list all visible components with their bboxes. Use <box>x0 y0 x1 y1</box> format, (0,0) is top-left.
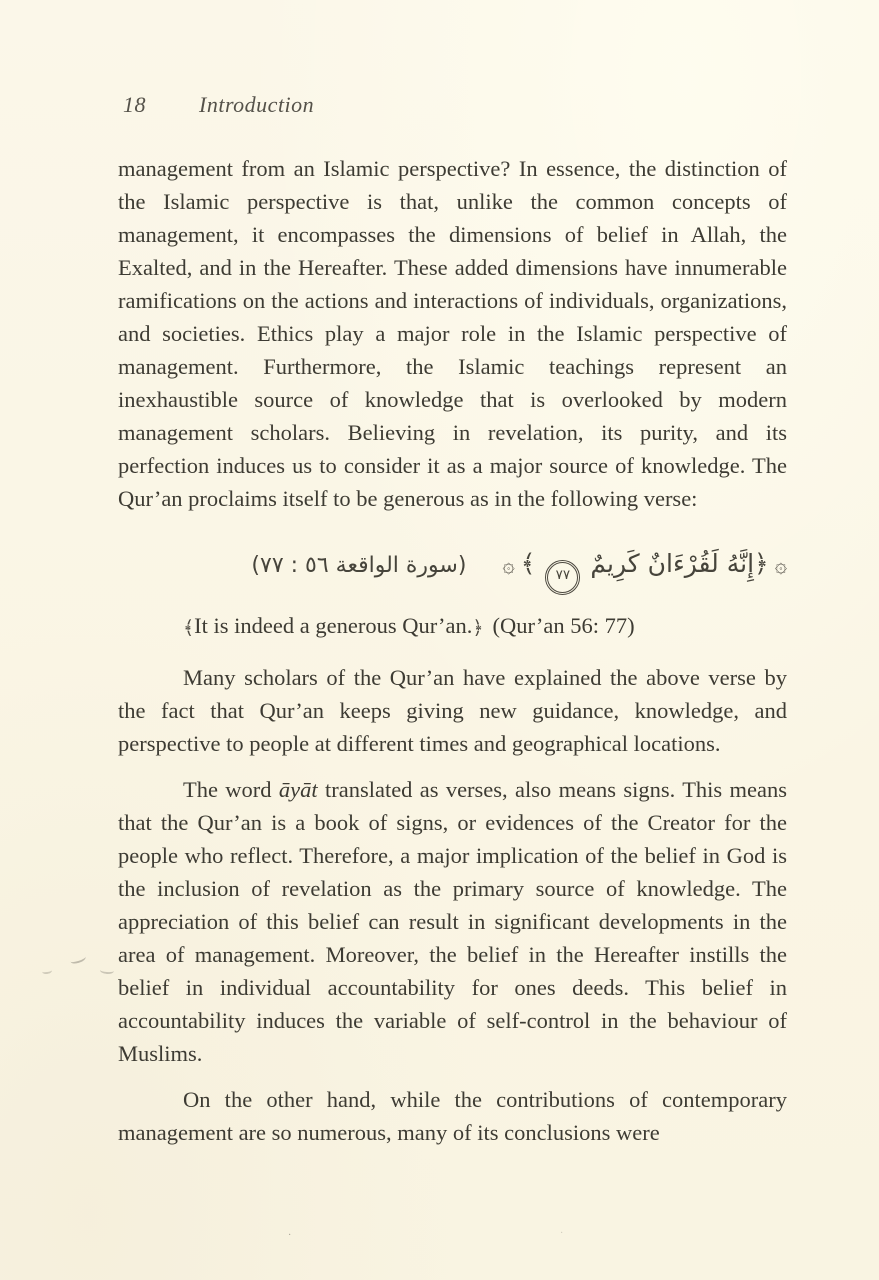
paragraph-many-scholars: Many scholars of the Qur’an have explained the above verse by the fact that Qur’an keeps giving new guidance, knowledge, and perspective to people at different times and geographical locations. <box>118 665 787 756</box>
paragraph-on-the-other-hand: On the other hand, while the contributions of contemporary management are so numerous, many of its conclusions were <box>118 1087 787 1145</box>
scan-speck-artifact: · <box>560 1228 564 1239</box>
page-number: 18 <box>123 92 146 117</box>
arabic-verse-words: إِنَّهُ لَقُرْءَانٌ كَرِيمٌ <box>590 549 755 578</box>
pencil-mark-artifact <box>69 953 87 966</box>
ornate-close-bracket: ﴾ <box>520 549 536 578</box>
surah-reference-arabic: (سورة الواقعة ٥٦ : ٧٧) <box>251 553 467 578</box>
scan-speck-artifact: · <box>288 1230 292 1241</box>
running-header <box>123 92 314 118</box>
paragraph-segment: translated as verses, also means signs. This means that the Qur’an is a book of signs, or evidences of the Creator for the people who reflect. Therefore, a major implication of the belief in God is the inclusion of revelation as the primary source of knowledge. The appreciation of this belief can result in significant developments in the area of management. Moreover, the belief in the Hereafter instills the belief in individual accountability for ones deeds. This belief in accountability induces the variable of self-control in the behaviour of Muslims. <box>118 777 787 1066</box>
verse-translation-text: It is indeed a generous Qur’an. <box>194 613 473 638</box>
verse-translation-line <box>118 609 787 645</box>
verse-citation: (Qur’an 56: 77) <box>492 613 635 638</box>
paragraph-management-perspective: management from an Islamic perspective? In essence, the distinction of the Islamic perspective is that, unlike the common concepts of management, it encompasses the dimensions of belief in Allah, the Exalted, and in the Hereafter. These added dimensions have innumerable ramifications on the actions and interactions of individuals, organizations, and societies. Ethics play a major role in the Islamic perspective of management. Furthermore, the Islamic teachings represent an inexhaustible source of knowledge that is overlooked by modern management scholars. Believing in revelation, its purity, and its perfection induces us to consider it as a major source of knowledge. The Qur’an proclaims itself to be generous as in the following verse: <box>118 156 787 511</box>
body-text-block <box>118 152 787 1149</box>
ayah-number-badge: ٧٧ <box>545 560 580 595</box>
arabic-verse-text <box>590 549 768 578</box>
ornate-open-quote-icon: ﴾ <box>183 617 195 639</box>
pencil-mark-artifact <box>42 967 53 974</box>
ornate-open-bracket: ﴿ <box>754 549 769 578</box>
paragraph-word-ayat <box>118 773 787 1070</box>
ornate-close-quote-icon: ﴿ <box>472 617 484 639</box>
pencil-mark-artifact <box>100 967 114 975</box>
rub-el-hizb-ornament-icon: ۞ <box>502 553 515 577</box>
quran-verse-arabic-line <box>118 541 787 595</box>
running-title: Introduction <box>199 92 315 117</box>
rub-el-hizb-ornament-icon: ۞ <box>774 553 787 577</box>
paragraph-segment: The word <box>183 777 279 802</box>
italic-term-ayat: āyāt <box>278 777 318 802</box>
